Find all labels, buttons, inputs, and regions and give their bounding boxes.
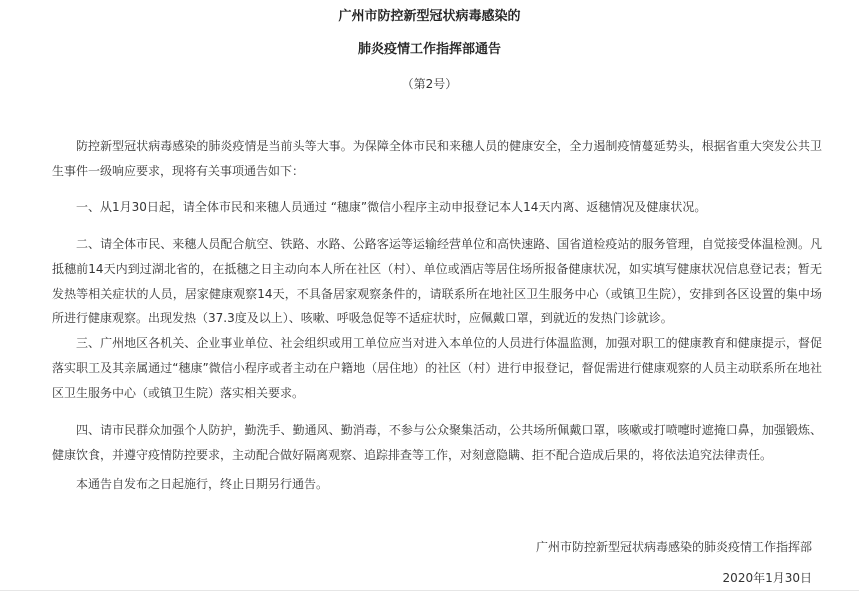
- document-title-line-2: 肺炎疫情工作指挥部通告: [357, 42, 501, 57]
- paragraph-intro: 防控新型冠状病毒感染的肺炎疫情是当前头等大事。为保障全体市民和来穗人员的健康安全，全力遏制疫情蔓延势头，根据省重大突发公共卫生事件一级响应要求，现将有关事项通告如下：: [52, 139, 822, 178]
- paragraph-item-4: 四、请市民群众加强个人防护，勤洗手、勤通风、勤消毒，不参与公众聚集活动，公共场所佩戴口罩，咳嗽或打喷嚏时遮掩口鼻，加强锻炼、健康饮食，并遵守疫情防控要求，主动配合做好隔离观察、追踪排查等工作，对刻意隐瞒、拒不配合造成后果的，将依法追究法律责任。: [52, 423, 822, 462]
- paragraph-item-2: 二、请全体市民、来穗人员配合航空、铁路、水路、公路客运等运输经营单位和高快速路、国省道检疫站的服务管理，自觉接受体温检测。凡抵穗前14天内到过湖北省的，在抵穗之日主动向本人所在社区（村）、单位或酒店等居住场所报备健康状况，如实填写健康状况信息登记表；暂无发热等相关症状的人员，居家健康观察14天，不具备居家观察条件的，请联系所在地社区卫生服务中心（或镇卫生院），安排到各区设置的集中场所进行健康观察。出现发热（37.3度及以上）、咳嗽、呼吸急促等不适症状时，应佩戴口罩，到就近的发热门诊就诊。: [52, 237, 822, 326]
- paragraph-item-3: 三、广州地区各机关、企业事业单位、社会组织或用工单位应当对进入本单位的人员进行体温监测，加强对职工的健康教育和健康提示，督促落实职工及其亲属通过“穗康”微信小程序或者主动在户籍地（居住地）的社区（村）进行申报登记，督促需进行健康观察的人员主动联系所在地社区卫生服务中心（或镇卫生院）落实相关要求。: [52, 336, 822, 400]
- paragraph-closing: 本通告自发布之日起施行，终止日期另行通告。: [76, 477, 329, 491]
- paragraph-item-1: 一、从1月30日起，请全体市民和来穗人员通过 “穗康”微信小程序主动申报登记本人14天内离、返穗情况及健康状况。: [76, 200, 707, 214]
- issuer-signature: 广州市防控新型冠状病毒感染的肺炎疫情工作指挥部: [535, 540, 812, 554]
- issue-date: 2020年1月30日: [722, 571, 812, 585]
- document-number: （第2号）: [401, 77, 458, 91]
- document-title-line-1: 广州市防控新型冠状病毒感染的: [338, 9, 521, 24]
- bottom-divider: [0, 590, 859, 591]
